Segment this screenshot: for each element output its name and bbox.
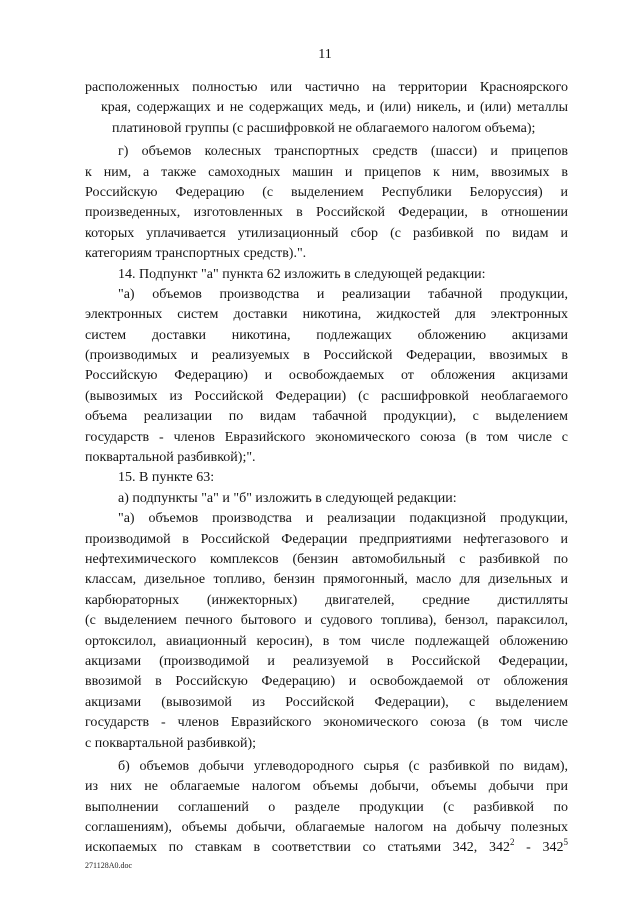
text-line: к ним, а также самоходных машин и прицепов к ним, ввозимых в: [85, 164, 568, 180]
text-line: с поквартальной разбивкой);: [85, 735, 257, 751]
superscript: 5: [563, 837, 568, 848]
text-line: произведенных, изготовленных в Российской Федерации, в отношении: [85, 205, 568, 221]
text-line: ввозимой в Российскую Федерацию) и освобождаемой от обложения: [85, 674, 568, 690]
text-line-continued: [85, 838, 568, 858]
superscript: 2: [509, 837, 515, 848]
paragraph: [85, 78, 568, 139]
text-line: выполнении соглашений о разделе продукции (с разбивкой по: [85, 799, 568, 815]
paragraph: [85, 757, 568, 859]
text-line: "а) объемов производства и реализации подакцизной продукции,: [118, 511, 568, 527]
paragraph: [85, 285, 568, 469]
text-line: б) объемов добычи углеводородного сырья (с разбивкой по видам),: [118, 758, 568, 774]
text-line: ортоксилол, авиационный керосин), в том числе подлежащей обложению: [85, 633, 568, 649]
paragraph: [85, 509, 568, 754]
text-line: электронных систем доставки никотина, жидкостей для электронных: [85, 307, 568, 323]
text-line: (производимых и реализуемых в Российской Федерации, ввозимых в: [85, 348, 568, 364]
text-line: "а) объемов производства и реализации табачной продукции,: [118, 286, 568, 302]
text-line: расположенных полностью или частично на территории Красноярского: [85, 80, 568, 95]
paragraph: [85, 142, 568, 264]
text-line: акцизами (вывозимой из Российской Федерации), с выделением: [85, 694, 568, 710]
text-line: (вывозимых из Российской Федерации) (с расшифровкой необлагаемого: [85, 388, 568, 404]
text-line: 14. Подпункт "а" пункта 62 изложить в следующей редакции:: [118, 266, 486, 282]
file-name-footer: 271128A0.doc: [85, 861, 133, 870]
text-line: объема реализации по видам табачной продукции), с выделением: [85, 409, 568, 425]
text-line: платиновой группы (с расшифровкой не облагаемого налогом объема);: [112, 120, 536, 136]
text-line: (с выделением печного бытового и судового топлива), бензол, параксилол,: [85, 613, 568, 629]
document-body: [85, 78, 568, 859]
text-line: из них не облагаемые налогом объемы добычи, объемы добычи при: [85, 779, 568, 795]
text-line: Российскую Федерацию (с выделением Республики Белоруссия) и: [85, 184, 568, 200]
text-line: государств - членов Евразийского экономического союза (в том числе с: [85, 429, 568, 445]
text-line: а) подпункты "а" и "б" изложить в следующей редакции:: [118, 490, 457, 506]
text-line: систем доставки никотина, подлежащих обложению акцизами: [85, 327, 568, 343]
text-line: категориям транспортных средств).".: [85, 246, 307, 262]
text-line: карбюраторных (инжекторных) двигателей, средние дистилляты: [85, 592, 568, 608]
text-line: которых уплачивается утилизационный сбор (с разбивкой по видам и: [85, 225, 568, 241]
line-text: ископаемых по ставкам в соответствии со статьями 342, 342: [85, 840, 510, 856]
text-line: края, содержащих и не содержащих медь, и (или) никель, и (или) металлы: [101, 100, 568, 116]
text-line: классам, дизельное топливо, бензин прямогонный, масло для дизельных и: [85, 572, 568, 588]
text-line: поквартальной разбивкой);".: [85, 450, 256, 466]
text-line: Российскую Федерацию) и освобождаемых от обложения акцизами: [85, 368, 568, 384]
text-line: г) объемов колесных транспортных средств (шасси) и прицепов: [118, 144, 568, 160]
text-line: производимой в Российской Федерации предприятиями нефтегазового и: [85, 531, 568, 547]
paragraph: [85, 489, 568, 509]
paragraph: [85, 468, 568, 488]
text-line: соглашениям), объемы добычи, облагаемые налогом на добычу полезных: [85, 820, 568, 836]
text-line: нефтехимического комплексов (бензин автомобильный с разбивкой по: [85, 551, 568, 567]
text-line: государств - членов Евразийского экономического союза (в том числе: [85, 715, 568, 731]
text-line: акцизами (производимой и реализуемой в Российской Федерации,: [85, 653, 568, 669]
paragraph: [85, 265, 568, 285]
text-line: 15. В пункте 63:: [118, 470, 215, 486]
line-text: - 342: [514, 840, 564, 856]
page-number: 11: [318, 47, 332, 62]
